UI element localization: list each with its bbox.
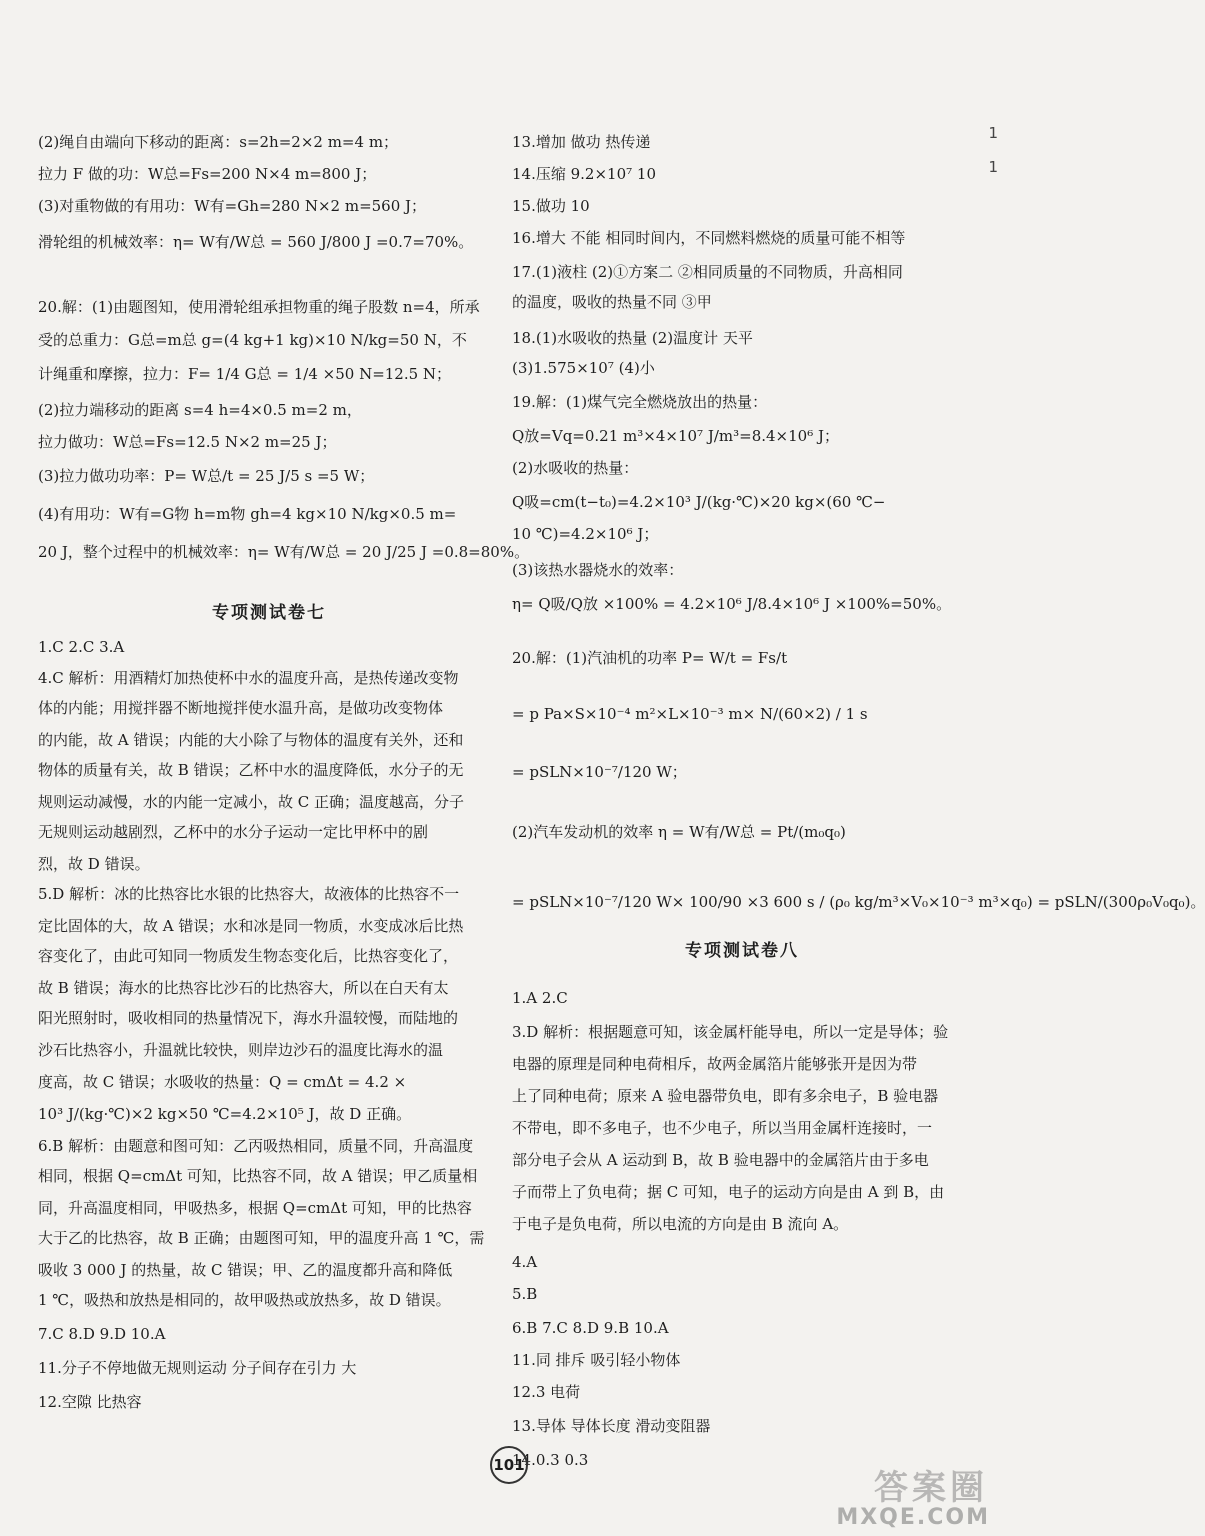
answer-line: 13.增加 做功 热传递 [512, 133, 651, 151]
answer-line: 15.做功 10 [512, 197, 590, 215]
answer-line: 烈，故 D 错误。 [38, 855, 150, 873]
answer-line: (2)绳自由端向下移动的距离：s=2h=2×2 m=4 m； [38, 133, 399, 151]
answer-line: 16.增大 不能 相同时间内，不同燃料燃烧的质量可能不相等 [512, 229, 906, 247]
answer-line: 5.D 解析：冰的比热容比水银的比热容大，故液体的比热容不一 [38, 885, 460, 903]
answer-line: 12.空隙 比热容 [38, 1393, 142, 1411]
answer-line: 5.B [512, 1285, 538, 1303]
answer-line: 20.解：(1)汽油机的功率 P= W/t = Fs/t [512, 649, 788, 667]
answer-line: 4.A [512, 1253, 538, 1271]
answer-line: 18.(1)水吸收的热量 (2)温度计 天平 [512, 329, 753, 347]
answer-line: 13.导体 导体长度 滑动变阻器 [512, 1417, 711, 1435]
answer-line: 受的总重力：G总=m总 g=(4 kg+1 kg)×10 N/kg=50 N，不 [38, 331, 467, 349]
answer-line: (3)拉力做功功率：P= W总/t = 25 J/5 s =5 W； [38, 467, 375, 485]
edge-mark: 1 [988, 124, 998, 142]
section-title: 专项测试卷七 [212, 603, 326, 623]
answer-line: Q放=Vq=0.21 m³×4×10⁷ J/m³=8.4×10⁶ J； [512, 427, 839, 445]
answer-line: 沙石比热容小，升温就比较快，则岸边沙石的温度比海水的温 [38, 1041, 444, 1059]
answer-line: 6.B 解析：由题意和图可知：乙丙吸热相同，质量不同，升高温度 [38, 1137, 474, 1155]
answer-line: 17.(1)液柱 (2)①方案二 ②相同质量的不同物质，升高相同 [512, 263, 903, 281]
answer-line: 7.C 8.D 9.D 10.A [38, 1325, 166, 1343]
answer-line: 吸收 3 000 J 的热量，故 C 错误；甲、乙的温度都升高和降低 [38, 1261, 453, 1279]
answer-line: 故 B 错误；海水的比热容比沙石的比热容大，所以在白天有太 [38, 979, 449, 997]
answer-line: 规则运动减慢，水的内能一定减小，故 C 正确；温度越高，分子 [38, 793, 465, 811]
answer-line: 4.C 解析：用酒精灯加热使杯中水的温度升高，是热传递改变物 [38, 669, 459, 687]
answer-line: 大于乙的比热容，故 B 正确；由题图可知，甲的温度升高 1 ℃，需 [38, 1229, 485, 1247]
edge-mark: 1 [988, 158, 998, 176]
watermark-site: MXQE.COM [836, 1505, 990, 1530]
answer-line: 计绳重和摩擦，拉力：F= 1/4 G总 = 1/4 ×50 N=12.5 N； [38, 365, 452, 383]
answer-line: 滑轮组的机械效率：η= W有/W总 = 560 J/800 J =0.7=70%。 [38, 233, 474, 251]
answer-line: 11.分子不停地做无规则运动 分子间存在引力 大 [38, 1359, 357, 1377]
answer-line: 度高，故 C 错误；水吸收的热量：Q = cmΔt = 4.2 × [38, 1073, 407, 1091]
answer-line: 无规则运动越剧烈，乙杯中的水分子运动一定比甲杯中的剧 [38, 823, 429, 841]
answer-line: 上了同种电荷；原来 A 验电器带负电，即有多余电子，B 验电器 [512, 1087, 939, 1105]
answer-line: 1 ℃，吸热和放热是相同的，故甲吸热或放热多，故 D 错误。 [38, 1291, 451, 1309]
answer-line: 于电子是负电荷，所以电流的方向是由 B 流向 A。 [512, 1215, 849, 1233]
answer-line: 拉力 F 做的功：W总=Fs=200 N×4 m=800 J； [38, 165, 377, 183]
answer-line: 10³ J/(kg·℃)×2 kg×50 ℃=4.2×10⁵ J，故 D 正确。 [38, 1105, 412, 1123]
answer-line: 不带电，即不多电子，也不少电子，所以当用金属杆连接时，一 [512, 1119, 933, 1137]
answer-line: 定比固体的大，故 A 错误；水和冰是同一物质，水变成冰后比热 [38, 917, 464, 935]
answer-line: (2)水吸收的热量： [512, 459, 639, 477]
page-number: 101 [490, 1446, 528, 1484]
answer-line: (3)1.575×10⁷ (4)小 [512, 359, 655, 377]
answer-line: 阳光照射时，吸收相同的热量情况下，海水升温较慢，而陆地的 [38, 1009, 459, 1027]
answer-line: 同，升高温度相同，甲吸热多，根据 Q=cmΔt 可知，甲的比热容 [38, 1199, 472, 1217]
answer-line: (2)汽车发动机的效率 η = W有/W总 = Pt/(m₀q₀) [512, 823, 846, 841]
answer-line: η= Q吸/Q放 ×100% = 4.2×10⁶ J/8.4×10⁶ J ×100%=50%。 [512, 595, 952, 613]
answer-line: (4)有用功：W有=G物 h=m物 gh=4 kg×10 N/kg×0.5 m= [38, 505, 457, 523]
answer-line: 容变化了，由此可知同一物质发生物态变化后，比热容变化了， [38, 947, 459, 965]
answer-line: (3)该热水器烧水的效率： [512, 561, 684, 579]
answer-line: = pSLN×10⁻⁷/120 W； [512, 763, 687, 781]
answer-line: 12.3 电荷 [512, 1383, 581, 1401]
answer-line: 6.B 7.C 8.D 9.B 10.A [512, 1319, 669, 1337]
answer-line: 10 ℃)=4.2×10⁶ J； [512, 525, 659, 543]
answer-line: 11.同 排斥 吸引轻小物体 [512, 1351, 681, 1369]
answer-line: 19.解：(1)煤气完全燃烧放出的热量： [512, 393, 768, 411]
answer-line: 电器的原理是同种电荷相斥，故两金属箔片能够张开是因为带 [512, 1055, 918, 1073]
answer-line: = p Pa×S×10⁻⁴ m²×L×10⁻³ m× N/(60×2) / 1 s [512, 705, 868, 723]
answer-line: 14.0.3 0.3 [512, 1451, 589, 1469]
answer-line: 3.D 解析：根据题意可知，该金属杆能导电，所以一定是导体；验 [512, 1023, 949, 1041]
edge-marks [988, 116, 998, 184]
answer-line: 部分电子会从 A 运动到 B，故 B 验电器中的金属箔片由于多电 [512, 1151, 929, 1169]
answer-line: (2)拉力端移动的距离 s=4 h=4×0.5 m=2 m， [38, 401, 362, 419]
answer-line: (3)对重物做的有用功：W有=Gh=280 N×2 m=560 J； [38, 197, 427, 215]
answer-line: 物体的质量有关，故 B 错误；乙杯中水的温度降低，水分子的无 [38, 761, 464, 779]
answer-line: 20.解：(1)由题图知，使用滑轮组承担物重的绳子股数 n=4，所承 [38, 298, 480, 316]
answer-line: Q吸=cm(t−t₀)=4.2×10³ J/(kg·℃)×20 kg×(60 ℃− [512, 493, 886, 511]
answer-line: = pSLN×10⁻⁷/120 W× 100/90 ×3 600 s / (ρ₀ kg/m³×V₀×10⁻³ m³×q₀) = pSLN/(300ρ₀V₀q₀)。 [512, 893, 1205, 911]
watermark-logo: 答案圈 [874, 1468, 988, 1508]
answer-line: 1.C 2.C 3.A [38, 638, 125, 656]
watermark [812, 1460, 992, 1530]
answer-line: 拉力做功：W总=Fs=12.5 N×2 m=25 J； [38, 433, 337, 451]
answer-line: 1.A 2.C [512, 989, 568, 1007]
answer-line: 体的内能；用搅拌器不断地搅拌使水温升高，是做功改变物体 [38, 699, 444, 717]
answer-line: 14.压缩 9.2×10⁷ 10 [512, 165, 657, 183]
answer-line: 的温度，吸收的热量不同 ③甲 [512, 293, 712, 311]
answer-line: 子而带上了负电荷；据 C 可知，电子的运动方向是由 A 到 B，由 [512, 1183, 945, 1201]
answer-line: 的内能，故 A 错误；内能的大小除了与物体的温度有关外，还和 [38, 731, 464, 749]
section-title: 专项测试卷八 [685, 941, 799, 961]
answer-line: 20 J，整个过程中的机械效率：η= W有/W总 = 20 J/25 J =0.8=80%。 [38, 543, 530, 561]
answer-line: 相同，根据 Q=cmΔt 可知，比热容不同，故 A 错误；甲乙质量相 [38, 1167, 478, 1185]
